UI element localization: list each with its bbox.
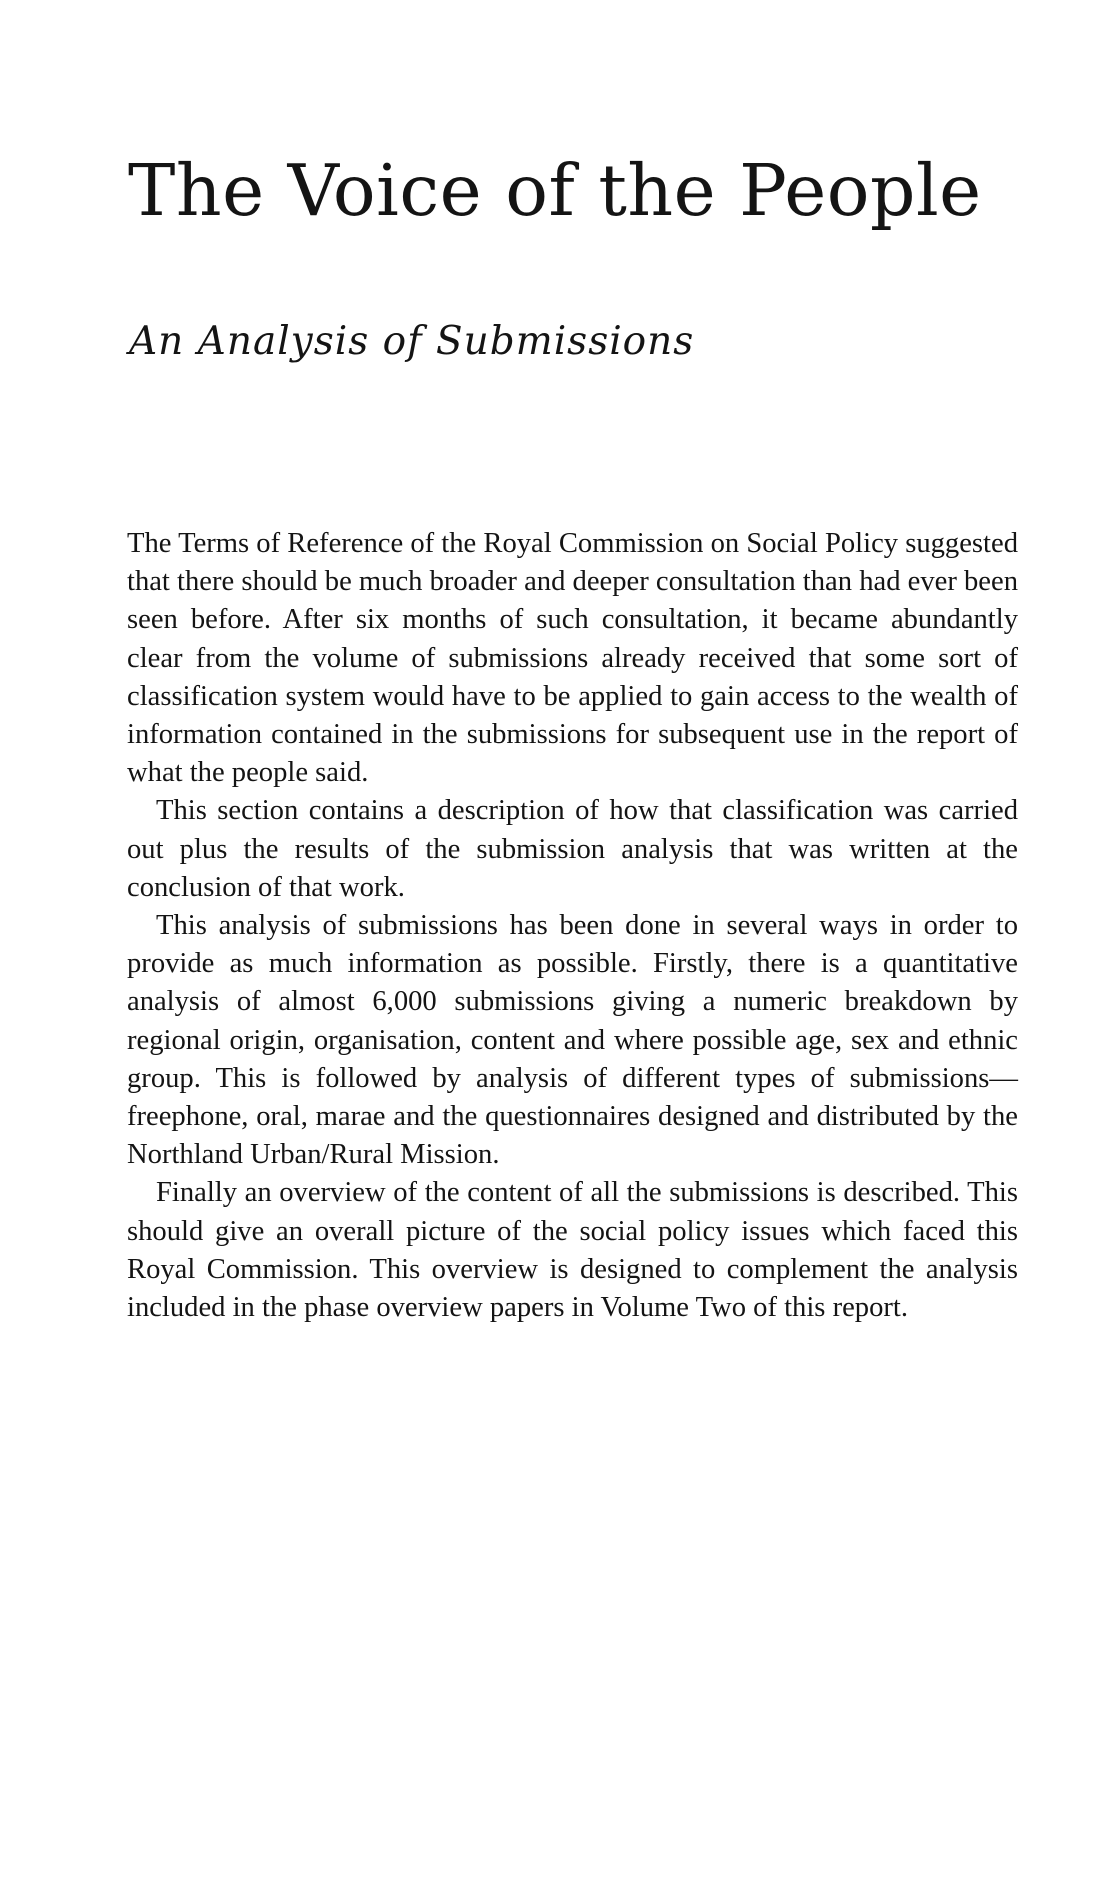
- page-title: The Voice of the People: [128, 149, 982, 232]
- paragraph-1: The Terms of Reference of the Royal Commission on Social Policy suggested that there should be much broader and deeper consultation than had ever been seen before. After six months of such consultation, it became abundantly clear from the volume of submissions already received that some sort of classification system would have to be applied to gain access to the wealth of information contained in the submissions for subsequent use in the report of what the people said.: [127, 528, 1018, 789]
- paragraph-4: Finally an overview of the content of all the submissions is described. This should give an overall picture of the social policy issues which faced this Royal Commission. This overview is designed to complement the analysis included in the phase overview papers in Volume Two of this report.: [127, 1177, 1018, 1324]
- page-subtitle: An Analysis of Submissions: [129, 319, 695, 364]
- paragraph-3: This analysis of submissions has been done in several ways in order to provide as much information as possible. Firstly, there is a quantitative analysis of almost 6,000 submissions giving a numeric breakdown by regional origin, organisation, content and where possible age, sex and ethnic group. This is followed by analysis of different types of submissions—freephone, oral, marae and the questionnaires designed and distributed by the Northland Urban/Rural Mission.: [127, 910, 1018, 1171]
- paragraph-2: This section contains a description of how that classification was carried out plus the results of the submission analysis that was written at the conclusion of that work.: [127, 795, 1018, 903]
- body-text: [127, 525, 1018, 1327]
